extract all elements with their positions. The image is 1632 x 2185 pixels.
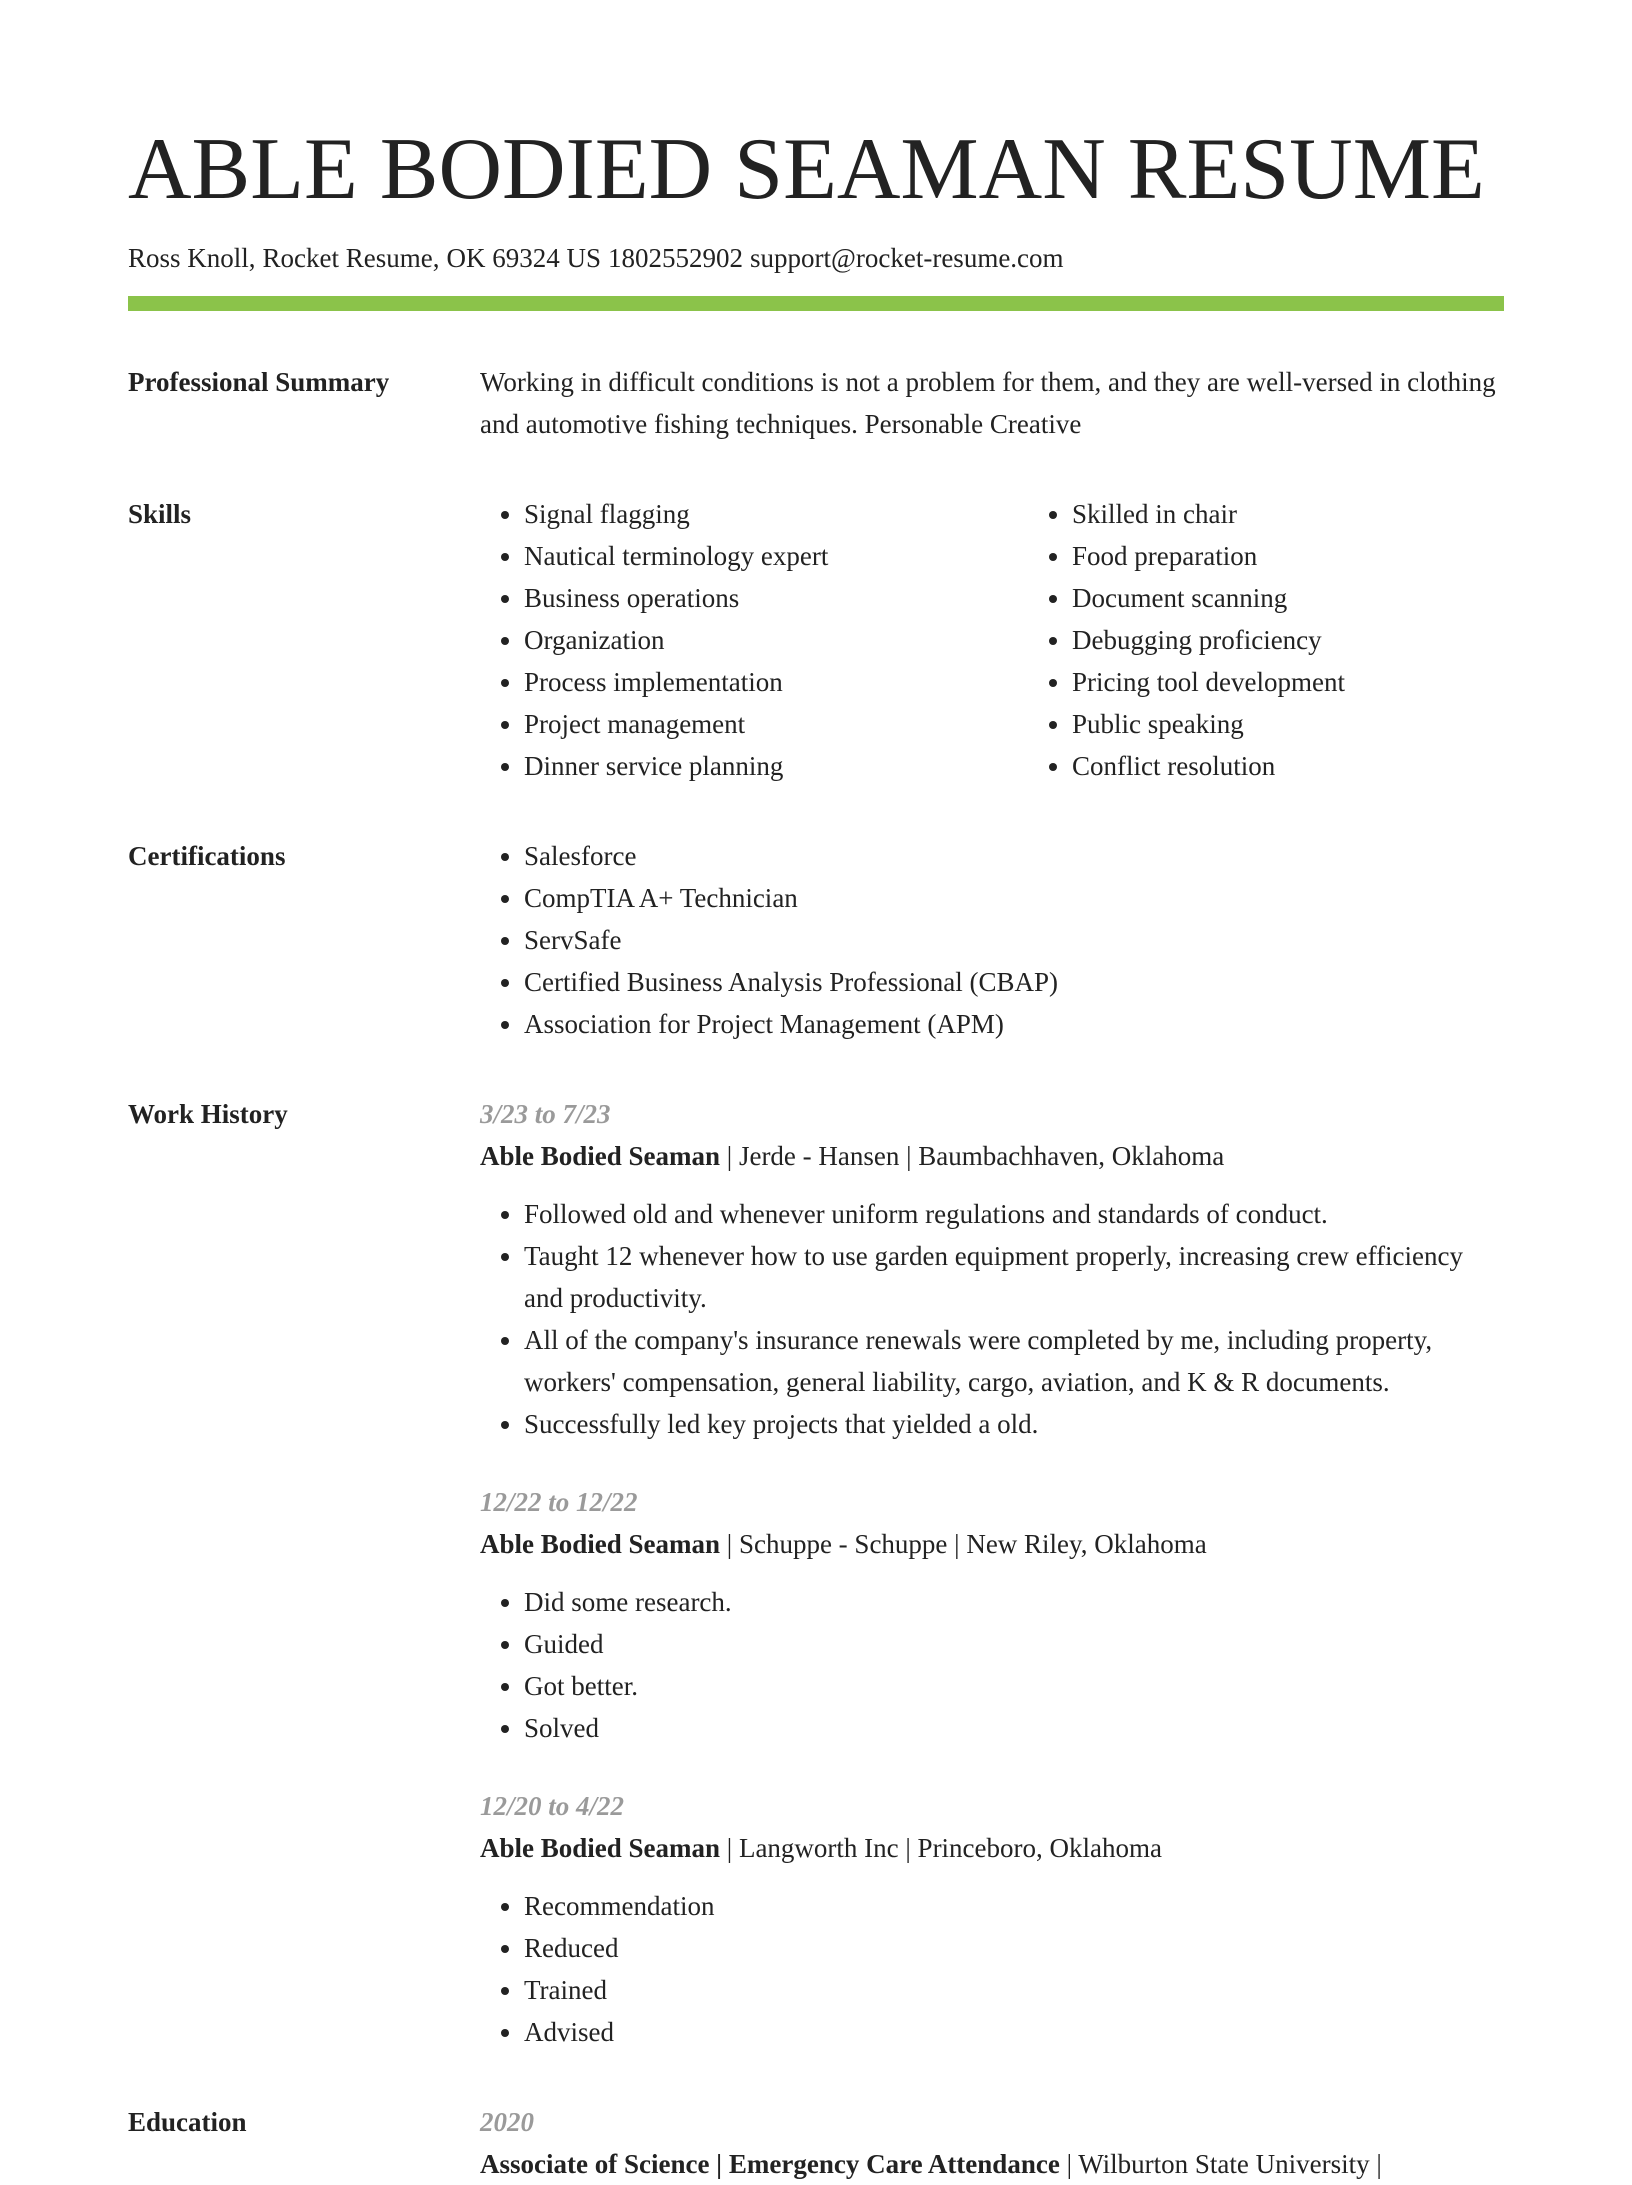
summary-label: Professional Summary <box>128 367 390 397</box>
education-label: Education <box>128 2107 247 2137</box>
resume-title: ABLE BODIED SEAMAN RESUME <box>128 121 1485 218</box>
certification-item: • Certified Business Analysis Professional (CBAP) <box>524 961 1504 1003</box>
contact-company: Rocket Resume, <box>262 243 440 273</box>
skill-item: • Process implementation <box>524 661 1028 703</box>
job-entry <box>480 1093 1504 1445</box>
job-title: Able Bodied Seaman <box>480 1529 721 1559</box>
job-bullet: • Followed old and whenever uniform regulations and standards of conduct. <box>524 1193 1504 1235</box>
job-bullet: • Did some research. <box>524 1581 1504 1623</box>
job-details: | Langworth Inc | Princeboro, Oklahoma <box>720 1833 1162 1863</box>
job-role-line <box>480 1523 1504 1565</box>
job-details: | Jerde - Hansen | Baumbachhaven, Oklahoma <box>720 1141 1225 1171</box>
job-role-line <box>480 1135 1504 1177</box>
job-bullet: • Advised <box>524 2011 1504 2053</box>
job-bullet: • Reduced <box>524 1927 1504 1969</box>
certifications-section <box>128 835 1504 1045</box>
job-title: Able Bodied Seaman <box>480 1833 721 1863</box>
job-dates: 12/22 to 12/22 <box>480 1487 638 1517</box>
job-bullet: • Recommendation <box>524 1885 1504 1927</box>
certification-item: • ServSafe <box>524 919 1504 961</box>
contact-email: support@rocket-resume.com <box>750 243 1064 273</box>
job-details: | Schuppe - Schuppe | New Riley, Oklahoma <box>720 1529 1207 1559</box>
skill-item: • Food preparation <box>1072 535 1576 577</box>
summary-text: Working in difficult conditions is not a problem for them, and they are well-versed in clothing and automotive fishing techniques. Personable Creative <box>480 367 1496 439</box>
skill-item: • Organization <box>524 619 1028 661</box>
certification-item: • Association for Project Management (APM) <box>524 1003 1504 1045</box>
contact-phone: 1802552902 <box>608 243 744 273</box>
work-history-label: Work History <box>128 1099 288 1129</box>
contact-name: Ross Knoll, <box>128 243 256 273</box>
skill-item: • Public speaking <box>1072 703 1576 745</box>
job-dates: 12/20 to 4/22 <box>480 1791 625 1821</box>
job-title: Able Bodied Seaman <box>480 1141 721 1171</box>
certifications-list <box>480 835 1504 1045</box>
contact-line <box>128 240 1504 276</box>
skill-item: • Nautical terminology expert <box>524 535 1028 577</box>
skill-item: • Document scanning <box>1072 577 1576 619</box>
education-line <box>480 2143 1504 2185</box>
contact-location: OK 69324 US <box>446 243 602 273</box>
job-entry <box>480 1481 1504 1749</box>
job-bullet: • Trained <box>524 1969 1504 2011</box>
skill-item: • Dinner service planning <box>524 745 1028 787</box>
skill-item: • Conflict resolution <box>1072 745 1576 787</box>
job-entry <box>480 1785 1504 2053</box>
summary-section <box>128 361 1504 445</box>
education-details: | Wilburton State University | <box>1059 2149 1382 2179</box>
skill-item: • Debugging proficiency <box>1072 619 1576 661</box>
job-dates: 3/23 to 7/23 <box>480 1099 611 1129</box>
education-year: 2020 <box>480 2107 534 2137</box>
skill-item: • Signal flagging <box>524 493 1028 535</box>
work-history-section <box>128 1093 1504 2053</box>
skills-column-2 <box>1028 493 1576 787</box>
skill-item: • Skilled in chair <box>1072 493 1576 535</box>
skills-label: Skills <box>128 499 192 529</box>
education-section <box>128 2101 1504 2185</box>
skills-column-1 <box>480 493 1028 787</box>
skill-item: • Pricing tool development <box>1072 661 1576 703</box>
job-bullet: • Successfully led key projects that yielded a old. <box>524 1403 1504 1445</box>
education-degree: Associate of Science | Emergency Care Attendance <box>480 2149 1060 2179</box>
skills-section <box>128 493 1504 787</box>
certifications-label: Certifications <box>128 841 286 871</box>
skill-item: • Project management <box>524 703 1028 745</box>
skill-item: • Business operations <box>524 577 1028 619</box>
job-bullet: • Solved <box>524 1707 1504 1749</box>
certification-item: • Salesforce <box>524 835 1504 877</box>
certification-item: • CompTIA A+ Technician <box>524 877 1504 919</box>
job-bullet: • All of the company's insurance renewals were completed by me, including property, workers' compensation, general liability, cargo, aviation, and K & R documents. <box>524 1319 1504 1403</box>
job-bullet: • Taught 12 whenever how to use garden equipment properly, increasing crew efficiency and productivity. <box>524 1235 1504 1319</box>
job-bullet: • Guided <box>524 1623 1504 1665</box>
job-bullets <box>480 1581 1504 1749</box>
accent-divider <box>128 296 1504 311</box>
job-role-line <box>480 1827 1504 1869</box>
resume-page <box>128 0 1504 2185</box>
job-bullet: • Got better. <box>524 1665 1504 1707</box>
job-bullets <box>480 1885 1504 2053</box>
job-bullets <box>480 1193 1504 1445</box>
